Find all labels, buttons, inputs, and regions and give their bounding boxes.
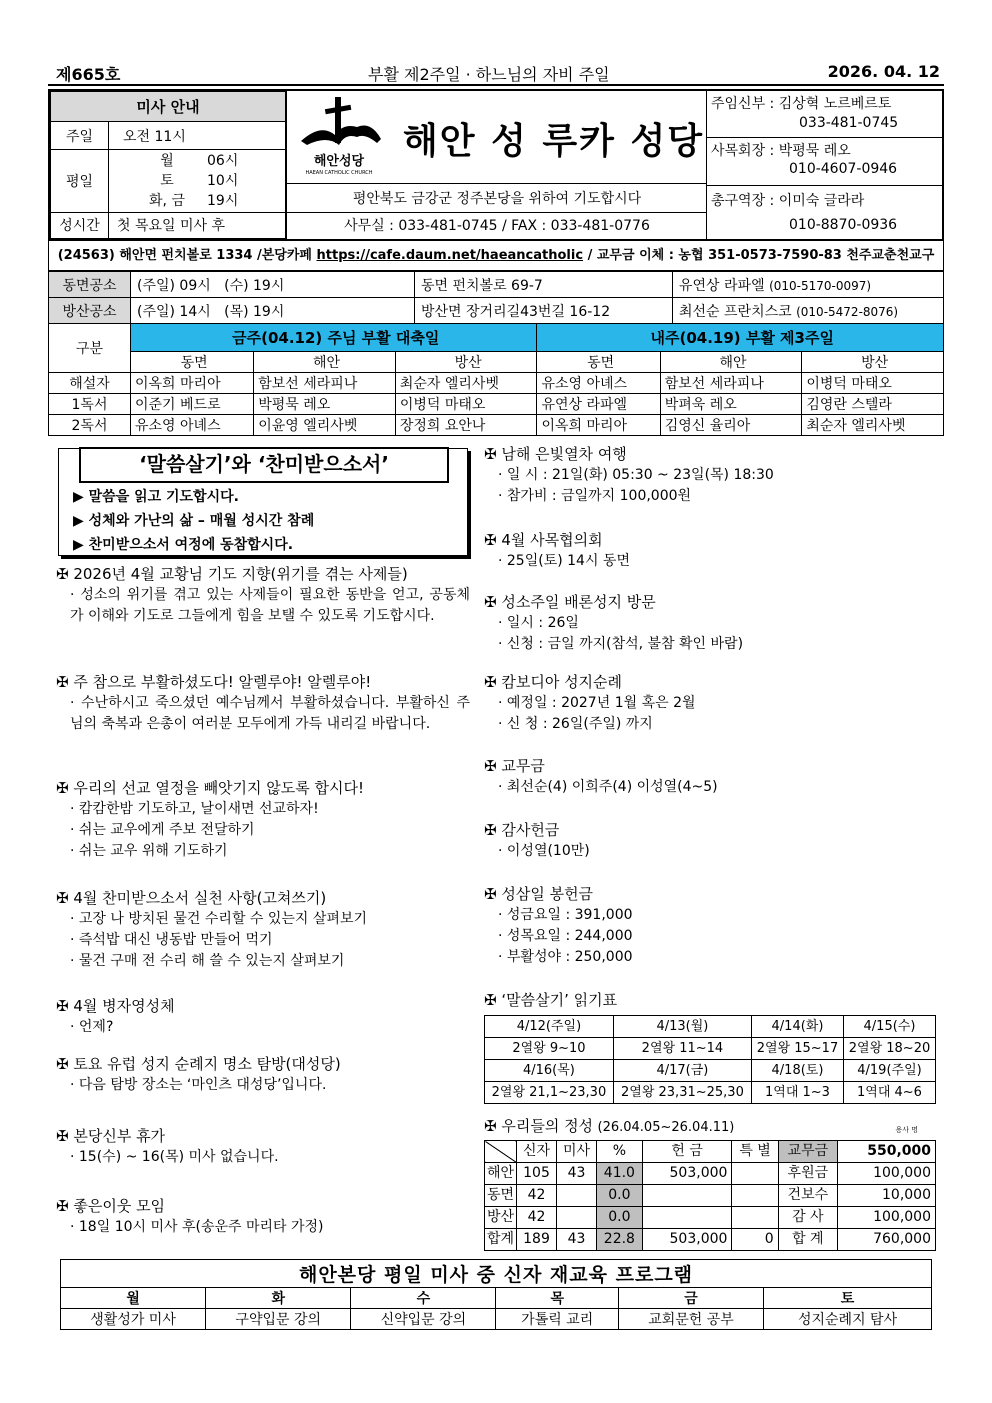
notice-title: ✠ 4월 병자영성체 [56,996,470,1017]
weekday-day: 월 [160,153,174,170]
finance-mass: 43 [556,1229,596,1251]
finance-side-label: 후원금 [778,1163,837,1185]
finance-offering: 503,000 [642,1229,732,1251]
role-row [49,373,944,394]
finance-members: 105 [517,1163,557,1185]
finance-header: 미사 [556,1141,596,1163]
notice-line: · 최선순(4) 이희주(4) 이성열(4~5) [498,779,718,795]
role-name: 2독서 [49,415,131,436]
notice-title: ✠ 주 참으로 부활하셨도다! 알렐루야! 알렐루야! [56,672,470,693]
banner-item: ▶ 찬미받으소서 여정에 동참합시다. [73,537,294,553]
education-day: 목 [496,1288,618,1309]
notice-line: · 일시 : 26일 [498,615,579,631]
liturgy-roles-table [48,323,944,436]
education-topic: 생활성가 미사 [61,1309,206,1330]
offering-stamp: 용사 명 [895,1126,918,1134]
liturgical-day: 부활 제2주일 · 하느님의 자비 주일 [368,65,610,84]
cafe-link[interactable]: https://cafe.daum.net/haeancatholic [316,248,584,263]
notice-line: · 18일 10시 미사 후(송운주 마리타 가정) [70,1219,324,1235]
role-row [49,394,944,415]
sunday-label: 주일 [51,122,109,150]
right-notices [484,444,938,988]
notice-title: ✠ 성삼일 봉헌금 [484,884,938,905]
education-topic: 성지순례지 탐사 [764,1309,932,1330]
church-title-area [286,91,706,239]
notice-section [56,996,470,1054]
this-week-heading: 금주(04.12) 주님 부활 대축일 [131,324,537,352]
left-notices [56,564,470,1238]
education-day: 월 [61,1288,206,1309]
role-person: 이옥희 마리아 [131,373,254,394]
finance-special: 0 [732,1229,778,1251]
reading-date: 4/17(금) [613,1060,751,1082]
notice-line: · 참가비 : 금일까지 100,000원 [498,488,692,504]
notice-line: · 이성열(10만) [498,843,590,859]
role-person: 이윤영 엘리사벳 [254,415,396,436]
notice-title: ✠ 좋은이웃 모임 [56,1196,470,1217]
finance-mass: 43 [556,1163,596,1185]
logo-subtext: HAEAN CATHOLIC CHURCH [305,170,373,176]
notice-line: · 일 시 : 21일(화) 05:30 ~ 23일(목) 18:30 [498,467,774,483]
finance-mass [556,1185,596,1207]
substation-contact: 최선순 프란치스코 (010-5472-8076) [673,298,944,324]
substation-name: 방산공소 [49,298,131,324]
bulletin-header [48,89,944,241]
holyhour-label: 성시간 [51,212,109,238]
education-topic: 신약입문 강의 [351,1309,496,1330]
education-topic: 가톨릭 교리 [496,1309,618,1330]
finance-mass [556,1207,596,1229]
education-topic: 교회문헌 공부 [618,1309,763,1330]
location-header: 방산 [802,352,944,373]
role-person: 최순자 엘리사벳 [802,415,944,436]
notice-section [484,884,938,988]
education-topic: 구약입문 강의 [206,1309,351,1330]
finance-percent: 0.0 [596,1185,642,1207]
education-day: 화 [206,1288,351,1309]
church-name: 해안 성 루카 성당 [403,121,705,162]
notice-line: · 수난하시고 죽으셨던 예수님께서 부활하셨습니다. 부활하신 주님의 축복과 은총이 여러분 모두에게 가득 내리길 바랍니다. [70,695,470,732]
substations-table [48,271,944,324]
reading-date: 4/12(주일) [485,1016,614,1038]
staff-contacts [706,91,942,239]
education-day: 금 [618,1288,763,1309]
finance-offering: 503,000 [642,1163,732,1185]
notice-section [56,564,470,672]
finance-offering [642,1185,732,1207]
role-person: 유소영 아녜스 [131,415,254,436]
role-row [49,415,944,436]
substation-name: 동면공소 [49,272,131,298]
weekday-time: 19시 [207,193,239,210]
notice-title: ✠ 토요 유럽 성지 순례지 명소 탐방(대성당) [56,1054,470,1075]
notice-title: ✠ 감사헌금 [484,820,938,841]
finance-side-value: 760,000 [837,1229,935,1251]
finance-side-label: 감 사 [778,1207,837,1229]
reading-text: 2열왕 23,31~25,30 [613,1082,751,1104]
reading-date: 4/16(목) [485,1060,614,1082]
finance-members: 189 [517,1229,557,1251]
notice-title: ✠ 2026년 4월 교황님 기도 지향(위기를 겪는 사제들) [56,564,470,585]
banner-title: ‘말씀살기’와 ‘찬미받으소서’ [79,447,449,483]
role-person: 함보선 세라피나 [254,373,396,394]
notice-title: ✠ 우리의 선교 열정을 빼앗기지 않도록 합시다! [56,778,470,799]
notice-line: · 성목요일 : 244,000 [498,928,633,944]
role-person: 유연상 라파엘 [537,394,660,415]
banner-item: ▶ 성체와 가난의 삶 – 매월 성시간 참례 [73,513,315,529]
reading-text: 2열왕 9~10 [485,1038,614,1060]
finance-side-value: 100,000 [837,1207,935,1229]
banner-item: ▶ 말씀을 읽고 기도합시다. [73,489,239,505]
role-person: 김영신 율리아 [660,415,802,436]
finance-side-value: 100,000 [837,1163,935,1185]
notice-section [484,672,938,756]
notice-line: · 쉬는 교우에게 주보 전달하기 [70,822,255,838]
holyhour-time: 첫 목요일 미사 후 [109,212,286,238]
reading-text: 2열왕 15~17 [751,1038,843,1060]
notice-title: ✠ 성소주일 배론성지 방문 [484,592,938,613]
offering-period: (26.04.05~26.04.11) [597,1120,735,1135]
notice-line: · 부활성야 : 250,000 [498,949,633,965]
notice-line: · 물건 구매 전 수리 해 쓸 수 있는지 살펴보기 [70,953,345,969]
mass-schedule-title: 미사 안내 [51,92,286,122]
finance-row [485,1185,936,1207]
reading-text: 1역대 1~3 [751,1082,843,1104]
finance-header: 헌 금 [642,1141,732,1163]
substation-mass: (주일) 09시 (수) 19시 [131,272,415,298]
address-bar [48,241,944,271]
notice-line: · 다음 탐방 장소는 ‘마인츠 대성당’입니다. [70,1077,327,1093]
reading-date: 4/14(화) [751,1016,843,1038]
word-living-banner [58,448,468,556]
offering-title: ✠ 우리들의 정성 [484,1117,593,1135]
notice-section [484,592,938,672]
education-program [60,1259,932,1330]
table-corner [485,1141,517,1163]
next-week-heading: 내주(04.19) 부활 제3주일 [537,324,944,352]
offering-report [484,1116,938,1251]
finance-offering [642,1207,732,1229]
finance-side-label: 합 계 [778,1229,837,1251]
role-person: 박평묵 레오 [254,394,396,415]
office-contact: 사무실 : 033-481-0745 / FAX : 033-481-0776 [344,218,650,234]
role-name: 1독서 [49,394,131,415]
logo-text: 해안성당 [313,154,365,169]
role-person: 김영란 스텔라 [802,394,944,415]
finance-percent: 22.8 [596,1229,642,1251]
location-header: 동면 [537,352,660,373]
finance-percent: 0.0 [596,1207,642,1229]
finance-side-label: 건보수 [778,1185,837,1207]
weekday-times [109,150,286,212]
reading-text: 2열왕 18~20 [843,1038,935,1060]
notice-line: · 신청 : 금일 까지(참석, 불참 확인 바람) [498,636,744,652]
prayer-intention: 평안북도 금강군 정주본당을 위하여 기도합시다 [287,183,707,213]
notice-section [484,444,938,530]
notice-title: ✠ 4월 사목협의회 [484,530,938,551]
substation-row [49,298,944,324]
role-person: 이병덕 마태오 [802,373,944,394]
reading-text: 2열왕 21,1~23,30 [485,1082,614,1104]
notice-title: ✠ 교무금 [484,756,938,777]
finance-special [732,1207,778,1229]
role-person: 이준기 베드로 [131,394,254,415]
finance-place: 합계 [485,1229,517,1251]
notice-section [484,820,938,884]
issue-header [48,60,944,86]
education-day: 토 [764,1288,932,1309]
district-leader-phone: 010-8870-0936 [789,217,898,233]
council-phone: 010-4607-0946 [789,161,898,177]
weekday-label: 평일 [51,150,109,212]
role-person: 함보선 세라피나 [660,373,802,394]
issue-number: 제665호 [56,65,121,84]
reading-title: ✠ ‘말씀살기’ 읽기표 [484,990,938,1011]
notice-section [56,672,470,778]
notice-line: · 쉬는 교우 위해 기도하기 [70,843,228,859]
reading-date: 4/15(수) [843,1016,935,1038]
finance-side-value: 10,000 [837,1185,935,1207]
finance-place: 방산 [485,1207,517,1229]
education-title: 해안본당 평일 미사 중 신자 재교육 프로그램 [61,1260,932,1288]
church-logo-icon [291,93,387,177]
role-person: 박펴욱 레오 [660,394,802,415]
reading-date: 4/13(월) [613,1016,751,1038]
district-leader: 총구역장 : 이미숙 글라라 [707,185,943,210]
substation-contact: 유연상 라파엘 (010-5170-0097) [673,272,944,298]
notice-title: ✠ 남해 은빛열차 여행 [484,444,938,465]
notice-line: · 성금요일 : 391,000 [498,907,633,923]
location-header: 해안 [660,352,802,373]
reading-text: 2열왕 11~14 [613,1038,751,1060]
priest-phone: 033-481-0745 [799,115,899,131]
education-day: 수 [351,1288,496,1309]
notice-section [56,1126,470,1196]
role-name: 해설자 [49,373,131,394]
issue-date: 2026. 04. 12 [827,62,940,81]
finance-header: 신자 [517,1141,557,1163]
notice-line: · 신 청 : 26일(주일) 까지 [498,716,653,732]
finance-percent: 41.0 [596,1163,642,1185]
reading-text: 1역대 4~6 [843,1082,935,1104]
finance-header: 특 별 [732,1141,778,1163]
substation-address: 방산면 장거리길43번길 16-12 [415,298,673,324]
notice-line: · 성소의 위기를 겪고 있는 사제들이 필요한 동반을 얻고, 공동체가 이해와 기도로 그들에게 힘을 보탤 수 있도록 기도합시다. [70,587,470,624]
finance-members: 42 [517,1207,557,1229]
finance-header: % [596,1141,642,1163]
weekday-time: 10시 [207,173,239,190]
location-header: 동면 [131,352,254,373]
notice-line: · 15(수) ~ 16(목) 미사 없습니다. [70,1149,279,1165]
notice-section [484,530,938,592]
bank-info: / 교무금 이체 : 농협 351-0573-7590-83 천주교춘천교구 [587,248,935,263]
reading-schedule [484,990,938,1104]
finance-side-value: 550,000 [837,1141,935,1163]
location-header: 해안 [254,352,396,373]
role-person: 유소영 아녜스 [537,373,660,394]
notice-section [56,888,470,996]
sunday-time: 오전 11시 [109,122,286,150]
location-header: 방산 [395,352,537,373]
role-person: 장정희 요안나 [395,415,537,436]
notice-title: ✠ 본당신부 휴가 [56,1126,470,1147]
finance-special [732,1185,778,1207]
notice-section [56,1196,470,1238]
notice-line: · 즉석밥 대신 냉동밥 만들어 먹기 [70,932,273,948]
address-line: (24563) 해안면 펀치볼로 1334 /본당카페 [57,248,312,263]
council-president: 사목회장 : 박평묵 레오 [707,137,943,160]
role-person: 이옥희 마리아 [537,415,660,436]
finance-total-row [485,1229,936,1251]
roles-label: 구분 [49,324,131,373]
mass-schedule [50,91,286,239]
finance-members: 42 [517,1185,557,1207]
finance-place: 동면 [485,1185,517,1207]
reading-date: 4/18(토) [751,1060,843,1082]
finance-special [732,1163,778,1185]
priest: 주임신부 : 김상혁 노르베르토 [711,96,892,112]
substation-address: 동면 펀치볼로 69-7 [415,272,673,298]
notice-section [56,1054,470,1126]
reading-date: 4/19(주일) [843,1060,935,1082]
notice-line: · 예정일 : 2027년 1월 혹은 2월 [498,695,696,711]
notice-line: · 25일(토) 14시 동면 [498,553,630,569]
finance-row [485,1207,936,1229]
notice-section [56,778,470,888]
substation-mass: (주일) 14시 (목) 19시 [131,298,415,324]
notice-line: · 캄캄한밤 기도하고, 날이새면 선교하자! [70,801,319,817]
substation-row [49,272,944,298]
notice-title: ✠ 캄보디아 성지순례 [484,672,938,693]
role-person: 최순자 엘리사벳 [395,373,537,394]
weekday-day: 토 [160,173,174,190]
notice-section [484,756,938,820]
weekday-time: 06시 [207,153,239,170]
finance-side-label: 교무금 [778,1141,837,1163]
notice-title: ✠ 4월 찬미받으소서 실천 사항(고쳐쓰기) [56,888,470,909]
weekday-day: 화, 금 [149,193,185,210]
finance-place: 해안 [485,1163,517,1185]
notice-line: · 고장 나 방치된 물건 수리할 수 있는지 살펴보기 [70,911,368,927]
finance-row [485,1163,936,1185]
notice-line: · 언제? [70,1019,114,1035]
role-person: 이병덕 마태오 [395,394,537,415]
